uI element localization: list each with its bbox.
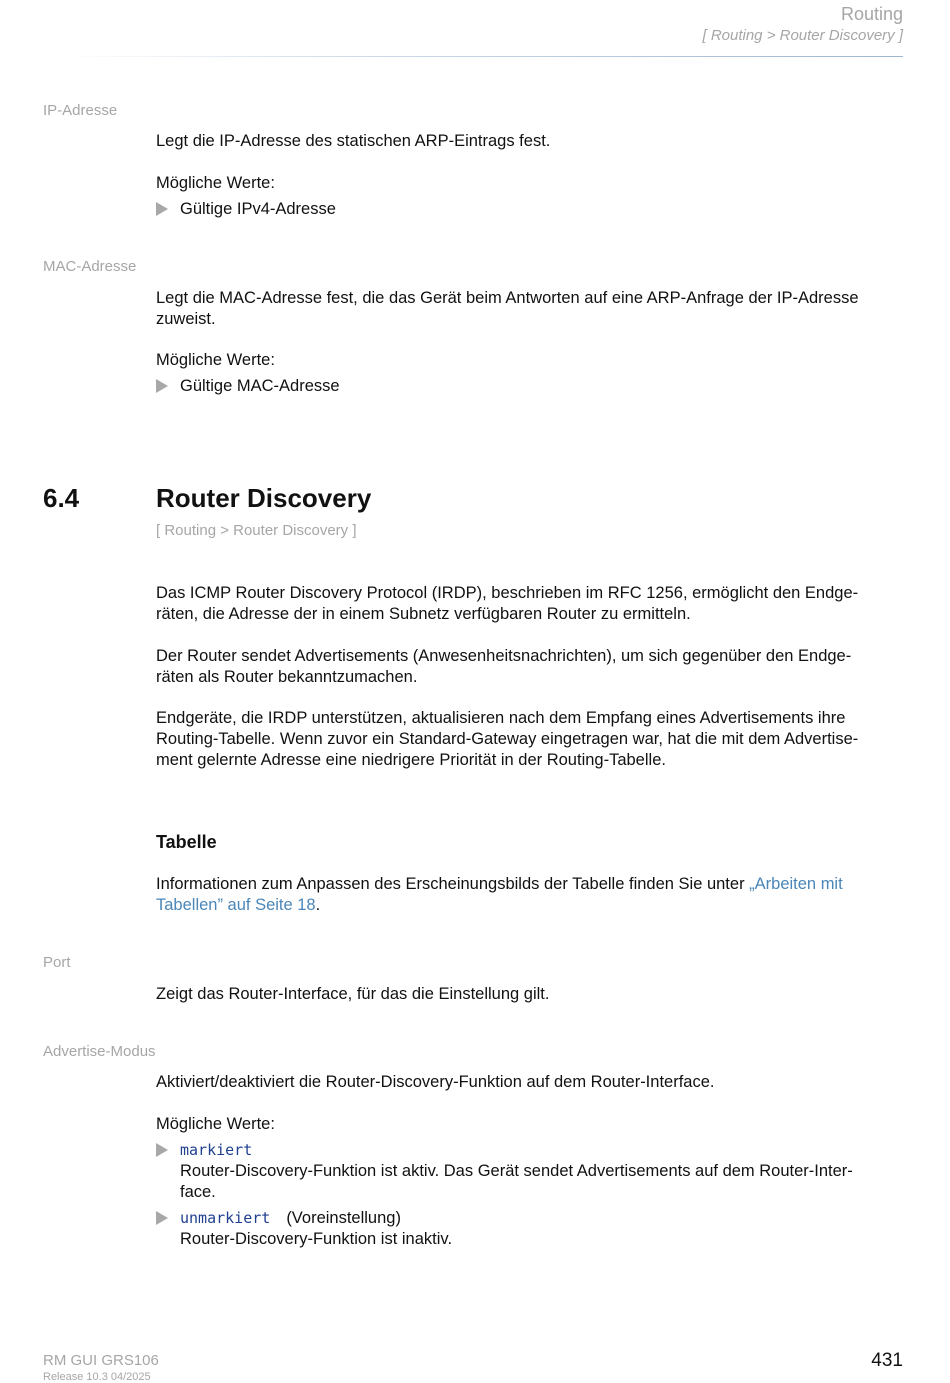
bullet-triangle-icon [156,1211,168,1225]
page-number: 431 [871,1350,903,1371]
intro-paragraph1-line2: räten, die Adresse der in einem Subnetz verfügbaren Router zu ermitteln. [156,605,691,623]
bullet-triangle-icon [156,379,168,393]
param-label-ip-address: IP-Adresse [43,102,118,119]
table-info-period: . [315,896,321,914]
footer-release: Release 10.3 04/2025 [43,1371,151,1383]
mac-address-description-line1: Legt die MAC-Adresse fest, die das Gerät beim Antworten auf eine ARP-Anfrage der IP-Adresse [156,289,859,307]
mac-address-description-line2: zuweist. [156,310,216,328]
mac-value-text: Gültige MAC-Adresse [180,377,340,395]
section-number: 6.4 [43,483,80,513]
table-info-text: Informationen zum Anpassen des Erscheinungsbilds der Tabelle finden Sie unter [156,875,750,893]
ip-address-description: Legt die IP-Adresse des statischen ARP-Eintrags fest. [156,132,551,150]
mac-value-item [156,376,340,397]
table-subheading: Tabelle [156,832,217,852]
value-code-unmarked: unmarkiert [180,1209,271,1227]
intro-paragraph2-line1: Der Router sendet Advertisements (Anwesenheitsnachrichten), um sich gegenüber den Endge- [156,647,852,665]
port-description: Zeigt das Router-Interface, für das die Einstellung gilt. [156,985,550,1003]
footer-document-name: RM GUI GRS106 [43,1352,159,1369]
intro-paragraph3-line1: Endgeräte, die IRDP unterstützen, aktualisieren nach dem Empfang eines Advertisements ihre [156,709,846,727]
param-label-advertise-mode: Advertise-Modus [43,1043,156,1060]
table-info-line2 [156,895,901,916]
param-label-port: Port [43,954,71,971]
param-label-mac-address: MAC-Adresse [43,258,137,275]
intro-paragraph3-line3: ment gelernte Adresse eine niedrigere Priorität in der Routing-Tabelle. [156,751,666,769]
ip-possible-values-label: Mögliche Werte: [156,174,275,192]
marked-description-line1: Router-Discovery-Funktion ist aktiv. Das Gerät sendet Advertisements auf dem Router-Inter- [180,1162,853,1180]
bullet-triangle-icon [156,1143,168,1157]
section-title: Router Discovery [156,483,372,513]
intro-paragraph2-line2: räten als Router bekanntzumachen. [156,668,418,686]
running-header-path: [ Routing > Router Discovery ] [702,27,903,44]
mac-possible-values-label: Mögliche Werte: [156,351,275,369]
table-help-link-part2[interactable]: Tabellen” auf Seite 18 [156,896,316,914]
marked-description-line2: face. [180,1183,216,1201]
bullet-triangle-icon [156,202,168,216]
section-menu-path: [ Routing > Router Discovery ] [156,522,357,539]
ip-value-item [156,199,336,220]
advertise-value-unmarked [156,1208,401,1229]
table-help-link-part1[interactable]: „Arbeiten mit [749,875,843,893]
header-divider [60,56,903,57]
table-info-line1 [156,874,901,895]
advertise-mode-description: Aktiviert/deaktiviert die Router-Discovery-Funktion auf dem Router-Interface. [156,1073,715,1091]
intro-paragraph1-line1: Das ICMP Router Discovery Protocol (IRDP), beschrieben im RFC 1256, ermöglicht den Endge- [156,584,859,602]
unmarked-description: Router-Discovery-Funktion ist inaktiv. [180,1230,453,1248]
advertise-possible-values-label: Mögliche Werte: [156,1115,275,1133]
intro-paragraph3-line2: Routing-Tabelle. Wenn zuvor ein Standard-Gateway eingetragen war, hat die mit dem Advertise- [156,730,859,748]
advertise-value-marked [156,1140,252,1161]
value-code-marked: markiert [180,1141,253,1159]
default-setting-note: (Voreinstellung) [286,1209,401,1227]
running-header-title: Routing [840,4,903,24]
ip-value-text: Gültige IPv4-Adresse [180,200,336,218]
